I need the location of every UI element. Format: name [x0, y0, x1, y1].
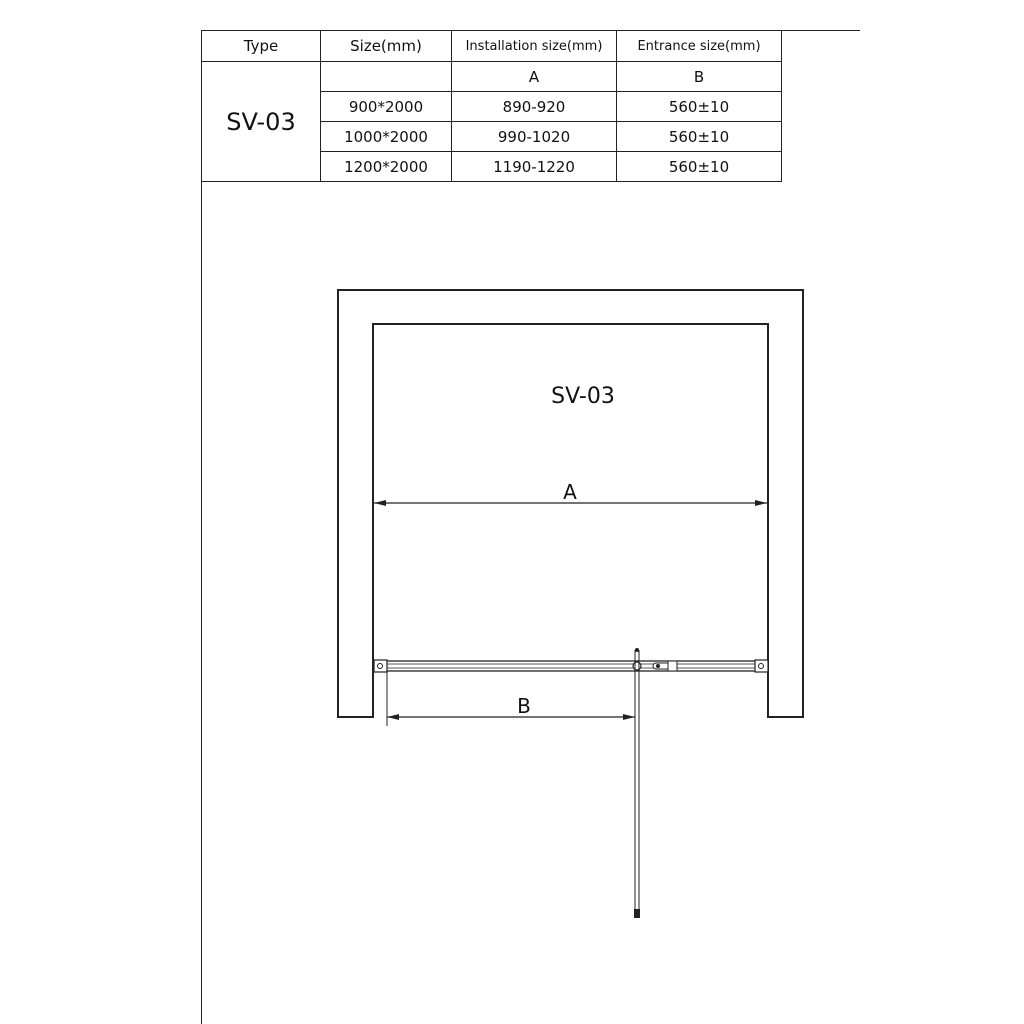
subheader-a: A	[452, 62, 617, 92]
header-entrance: Entrance size(mm)	[617, 31, 782, 62]
dimension-b	[387, 672, 635, 726]
header-size: Size(mm)	[321, 31, 452, 62]
entrance-cell: 560±10	[617, 92, 782, 122]
subheader-b: B	[617, 62, 782, 92]
type-name-cell: SV-03	[202, 62, 321, 182]
size-cell: 1000*2000	[321, 122, 452, 152]
right-wall-bracket	[755, 660, 768, 672]
header-installation: Installation size(mm)	[452, 31, 617, 62]
door-handle	[653, 661, 677, 671]
dimension-a-label: A	[563, 480, 577, 504]
model-label: SV-03	[551, 384, 615, 409]
size-cell: 900*2000	[321, 92, 452, 122]
header-type: Type	[202, 31, 321, 62]
entrance-cell: 560±10	[617, 152, 782, 182]
size-cell: 1200*2000	[321, 152, 452, 182]
installation-cell: 990-1020	[452, 122, 617, 152]
dimension-b-label: B	[517, 694, 531, 718]
stabilizer-bar	[633, 648, 641, 918]
installation-cell: 890-920	[452, 92, 617, 122]
door-rail	[374, 661, 768, 671]
installation-cell: 1190-1220	[452, 152, 617, 182]
dimension-a	[374, 480, 767, 506]
entrance-cell: 560±10	[617, 122, 782, 152]
left-wall-bracket	[374, 660, 387, 672]
